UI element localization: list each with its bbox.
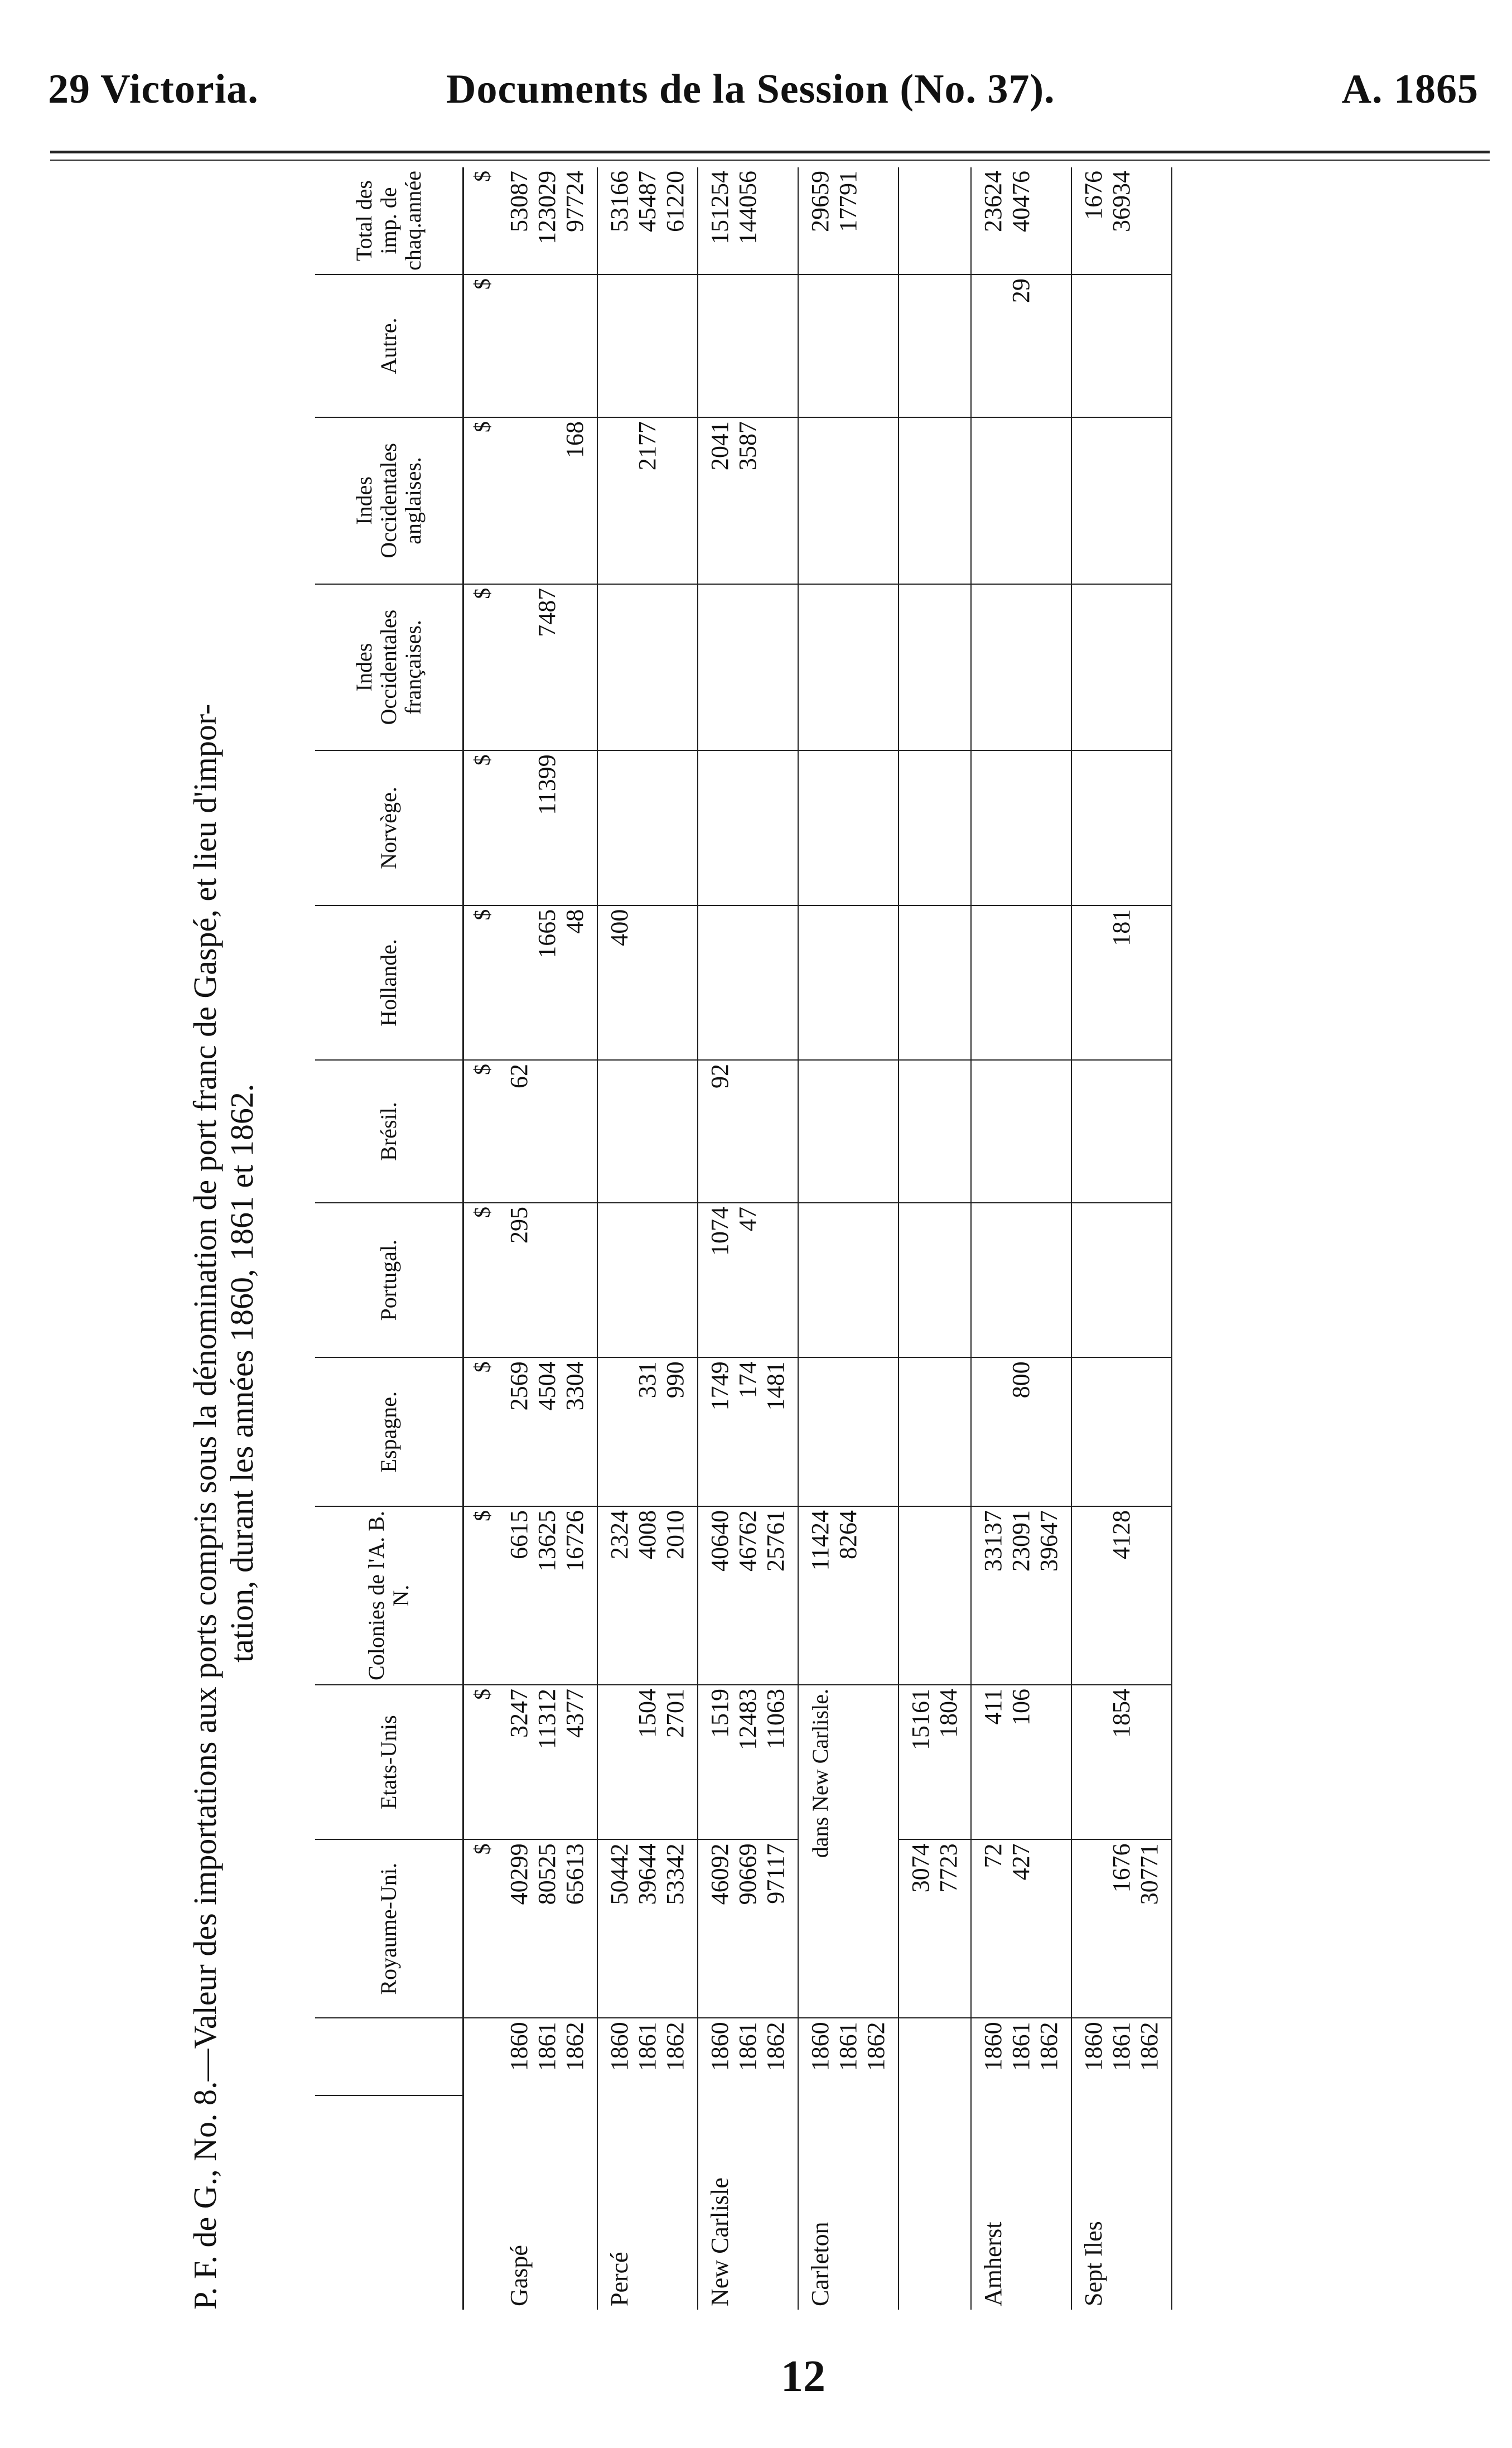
cell-autre [597, 274, 698, 417]
col-header-norvege: Norvège. [315, 750, 463, 905]
row-group-amherst [971, 167, 1071, 2310]
cell-hollande [971, 905, 1071, 1060]
currency-row [463, 167, 498, 2310]
cell-bresil [597, 1060, 698, 1203]
years: 1860 1861 1862 [1071, 2018, 1172, 2095]
place-name: Carleton [798, 2095, 898, 2310]
col-header-bresil: Brésil. [315, 1060, 463, 1203]
cell-indes-anglaises [971, 417, 1071, 584]
years: 1860 1861 1862 [971, 2018, 1071, 2095]
cell-colonies: 40640 46762 25761 [698, 1506, 798, 1685]
col-header-portugal: Portugal. [315, 1203, 463, 1357]
cell-etats-unis: 1854 [1071, 1685, 1172, 1839]
cell-espagne [798, 1357, 898, 1506]
years: 1860 1861 1862 [497, 2018, 597, 2095]
cell-total: 29659 17791 [798, 167, 898, 274]
cell-hollande [698, 905, 798, 1060]
cell-royaume-uni: 1676 30771 [1071, 1839, 1172, 2018]
cell-indes-francaises [798, 584, 898, 751]
currency-symbol: $ [463, 1506, 498, 1685]
header-title: Documents de la Session (No. 37). [446, 66, 1055, 112]
col-header-colonies: Colonies de l'A. B. N. [315, 1506, 463, 1685]
cell-indes-anglaises: 168 [497, 417, 597, 584]
table-row [597, 167, 698, 2310]
col-header-year [315, 2018, 463, 2095]
cell-hollande: 181 [1071, 905, 1172, 1060]
row-group-carleton [798, 167, 971, 2310]
cell-portugal: 295 [497, 1203, 597, 1357]
currency-symbol: $ [463, 905, 498, 1060]
cell-norvege [798, 750, 898, 905]
table-row [698, 167, 798, 2310]
cell-total: 23624 40476 [971, 167, 1071, 274]
cell-etats-unis: 1504 2701 [597, 1685, 698, 1839]
cell-bresil [1071, 1060, 1172, 1203]
cell-portugal [597, 1203, 698, 1357]
row-group-perce [597, 167, 698, 2310]
cell-espagne: 800 [971, 1357, 1071, 1506]
cell-hollande: 400 [597, 905, 698, 1060]
cell-indes-francaises [1071, 584, 1172, 751]
cell-etats-unis: 3247 11312 4377 [497, 1685, 597, 1839]
cell-hollande: 1665 48 [497, 905, 597, 1060]
place-name: Gaspé [497, 2095, 597, 2310]
cell-indes-anglaises: 2041 3587 [698, 417, 798, 584]
cell-portugal [798, 1203, 898, 1357]
table-row-continued [898, 167, 971, 2310]
cell-indes-francaises [971, 584, 1071, 751]
table-row [798, 167, 898, 2310]
header-volume: 29 Victoria. [48, 66, 259, 112]
cell-total: 1676 36934 [1071, 167, 1172, 274]
table-title [187, 167, 260, 2310]
cell-autre [497, 274, 597, 417]
row-group-new-carlisle [698, 167, 798, 2310]
cell-indes-anglaises [1071, 417, 1172, 584]
currency-symbol: $ [463, 1685, 498, 1839]
col-header-etats-unis: Etats-Unis [315, 1685, 463, 1839]
cell-etats-unis: 411 106 [971, 1685, 1071, 1839]
table-header-row [315, 167, 463, 2310]
table-title-line2: tation, durant les années 1860, 1861 et 1862. [224, 1083, 260, 1662]
cell-autre: 29 [971, 274, 1071, 417]
row-group-gaspe [497, 167, 597, 2310]
cell-colonies: 6615 13625 16726 [497, 1506, 597, 1685]
cell-autre [698, 274, 798, 417]
table-title-line1: P. F. de G., No. 8.—Valeur des importations aux ports compris sous la dénomination de port franc de Gaspé, et lieu d'impor- [187, 703, 223, 2310]
cell-royaume-uni: 3074 7723 [898, 1839, 971, 2018]
cell-indes-francaises [597, 584, 698, 751]
cell-etats-unis: 15161 1804 [898, 1685, 971, 1839]
cell-portugal: 1074 47 [698, 1203, 798, 1357]
cell-indes-anglaises [798, 417, 898, 584]
cell-royaume-uni: 46092 90669 97117 [698, 1839, 798, 2018]
place-name: Amherst [971, 2095, 1071, 2310]
cell-espagne: 331 990 [597, 1357, 698, 1506]
cell-indes-francaises [698, 584, 798, 751]
place-name: Sept Iles [1071, 2095, 1172, 2310]
cell-espagne [1071, 1357, 1172, 1506]
cell-colonies: 2324 4008 2010 [597, 1506, 698, 1685]
col-header-place [315, 2095, 463, 2310]
cell-bresil [798, 1060, 898, 1203]
cell-royaume-uni: 50442 39644 53342 [597, 1839, 698, 2018]
currency-symbol: $ [463, 274, 498, 417]
cell-colonies: 33137 23091 39647 [971, 1506, 1071, 1685]
currency-symbol: $ [463, 167, 498, 274]
cell-colonies: 11424 8264 [798, 1506, 898, 1685]
currency-symbol: $ [463, 1839, 498, 2018]
col-header-indes-anglaises: Indes Occidentales anglaises. [315, 417, 463, 584]
cell-bresil: 62 [497, 1060, 597, 1203]
place-name: New Carlisle [698, 2095, 798, 2310]
place-name: Percé [597, 2095, 698, 2310]
cell-norvege [698, 750, 798, 905]
cell-etats-unis: 1519 12483 11063 [698, 1685, 798, 1839]
table-row [971, 167, 1071, 2310]
cell-norvege [971, 750, 1071, 905]
col-header-indes-francaises: Indes Occidentales françaises. [315, 584, 463, 751]
rotated-table-block [187, 167, 1313, 2310]
table-row [1071, 167, 1172, 2310]
cell-portugal [1071, 1203, 1172, 1357]
col-header-autre: Autre. [315, 274, 463, 417]
table-row [497, 167, 597, 2310]
currency-symbol: $ [463, 1060, 498, 1203]
currency-symbol: $ [463, 417, 498, 584]
cell-espagne: 1749 174 1481 [698, 1357, 798, 1506]
cell-autre [798, 274, 898, 417]
col-header-total: Total des imp. de chaq.année [315, 167, 463, 274]
currency-symbol: $ [463, 584, 498, 751]
currency-symbol: $ [463, 1203, 498, 1357]
cell-total: 53087 123029 97724 [497, 167, 597, 274]
cell-hollande [798, 905, 898, 1060]
col-header-espagne: Espagne. [315, 1357, 463, 1506]
cell-royaume-uni: 72 427 [971, 1839, 1071, 2018]
header-year: A. 1865 [1341, 66, 1479, 112]
row-group-sept-iles [1071, 167, 1172, 2310]
imports-table [315, 167, 1172, 2310]
cell-espagne: 2569 4504 3304 [497, 1357, 597, 1506]
header-rule-thin [50, 160, 1490, 161]
years: 1860 1861 1862 [597, 2018, 698, 2095]
currency-symbol: $ [463, 750, 498, 905]
cell-royaume-uni: 40299 80525 65613 [497, 1839, 597, 2018]
cell-indes-francaises: 7487 [497, 584, 597, 751]
years: 1860 1861 1862 [698, 2018, 798, 2095]
cell-norvege [597, 750, 698, 905]
cell-bresil: 92 [698, 1060, 798, 1203]
carleton-note: dans New Carlisle. [798, 1685, 898, 2018]
cell-portugal [971, 1203, 1071, 1357]
cell-bresil [971, 1060, 1071, 1203]
page-number: 12 [781, 2352, 825, 2401]
cell-autre [1071, 274, 1172, 417]
col-header-hollande: Hollande. [315, 905, 463, 1060]
currency-symbol: $ [463, 1357, 498, 1506]
cell-total: 53166 45487 61220 [597, 167, 698, 274]
cell-norvege: 11399 [497, 750, 597, 905]
cell-total: 151254 144056 [698, 167, 798, 274]
cell-indes-anglaises: 2177 [597, 417, 698, 584]
col-header-royaume-uni: Royaume-Uni. [315, 1839, 463, 2018]
cell-colonies: 4128 [1071, 1506, 1172, 1685]
cell-norvege [1071, 750, 1172, 905]
years: 1860 1861 1862 [798, 2018, 898, 2095]
header-rule-thick [50, 151, 1490, 153]
